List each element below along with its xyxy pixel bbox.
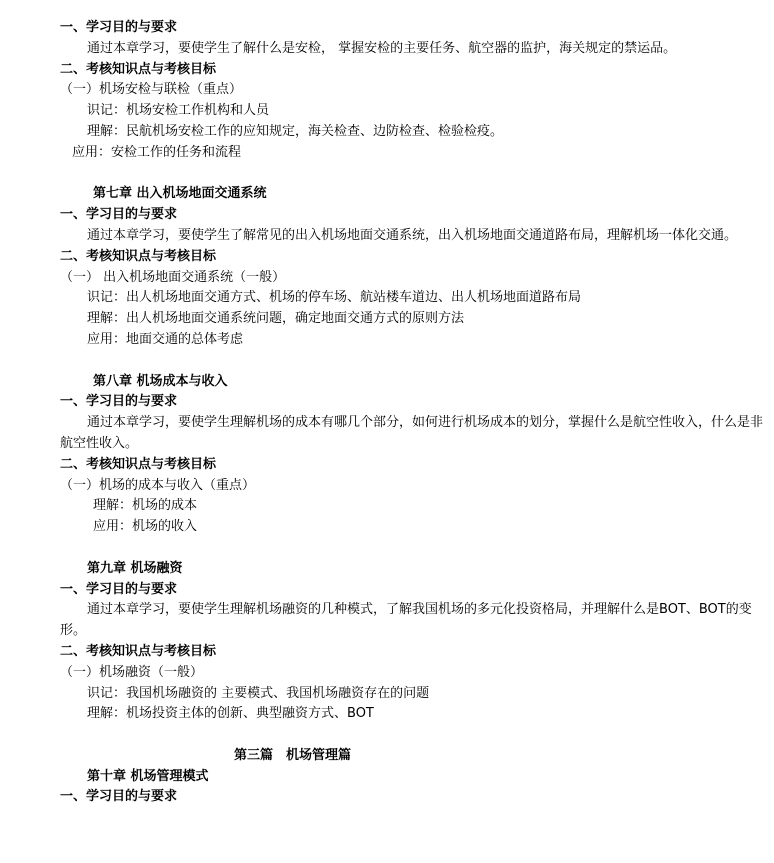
spacer	[0, 725, 774, 746]
section-heading: 一、学习目的与要求	[60, 581, 178, 597]
section-heading: 二、考核知识点与考核目标	[60, 456, 217, 472]
chapter-title: 第十章 机场管理模式	[87, 768, 209, 784]
subsection-heading: （一）机场的成本与收入（重点）	[60, 477, 256, 493]
section-heading: 二、考核知识点与考核目标	[60, 248, 217, 264]
objective-line: 应用：安检工作的任务和流程	[72, 144, 242, 160]
objective-line: 应用：地面交通的总体考虑	[87, 331, 244, 347]
subsection-heading: （一）机场安检与联检（重点）	[60, 82, 243, 98]
spacer	[0, 164, 774, 185]
section-heading: 一、学习目的与要求	[60, 207, 178, 223]
subsection-heading: （一）机场融资（一般）	[60, 664, 204, 680]
spacer	[0, 538, 774, 559]
paragraph: 通过本章学习，要使学生了解常见的出入机场地面交通系统，出入机场地面交通道路布局，理解机场一体化交通。	[87, 227, 738, 243]
objective-line: 理解：民航机场安检工作的应知规定，海关检查、边防检查、检验检疫。	[87, 123, 504, 139]
chapter-title: 第八章 机场成本与收入	[93, 373, 228, 389]
section-heading: 二、考核知识点与考核目标	[60, 61, 217, 77]
paragraph: 通过本章学习，要使学生理解机场融资的几种模式，了解我国机场的多元化投资格局，并理解什么是BOT、BOT的变形。	[60, 602, 752, 639]
section-heading: 二、考核知识点与考核目标	[60, 643, 217, 659]
objective-line: 理解：出人机场地面交通系统问题，确定地面交通方式的原则方法	[87, 311, 465, 327]
subsection-heading: （一） 出入机场地面交通系统（一般）	[60, 269, 286, 285]
objective-line: 识记：出人机场地面交通方式、机场的停车场、航站楼车道边、出人机场地面道路布局	[87, 290, 582, 306]
paragraph: 通过本章学习，要使学生理解机场的成本有哪几个部分，如何进行机场成本的划分，掌握什么是航空性收入，什么是非航空性收入。	[60, 415, 764, 451]
paragraph: 通过本章学习，要使学生了解什么是安检， 掌握安检的主要任务、航空器的监护，海关规定的禁运品。	[87, 40, 677, 56]
objective-line: 识记：机场安检工作机构和人员	[87, 103, 270, 119]
objective-line: 识记：我国机场融资的 主要模式、我国机场融资存在的问题	[87, 685, 430, 701]
chapter-title: 第九章 机场融资	[87, 560, 183, 576]
document-page	[0, 18, 774, 808]
objective-line: 应用：机场的收入	[93, 519, 198, 535]
chapter-title: 第七章 出入机场地面交通系统	[93, 186, 267, 202]
section-heading: 一、学习目的与要求	[60, 394, 178, 410]
objective-line: 理解：机场投资主体的创新、典型融资方式、BOT	[87, 706, 374, 722]
section-heading: 一、学习目的与要求	[60, 20, 178, 35]
objective-line: 理解：机场的成本	[93, 498, 198, 514]
part-title: 第三篇 机场管理篇	[234, 747, 352, 763]
section-heading: 一、学习目的与要求	[60, 789, 178, 805]
spacer	[0, 351, 774, 372]
